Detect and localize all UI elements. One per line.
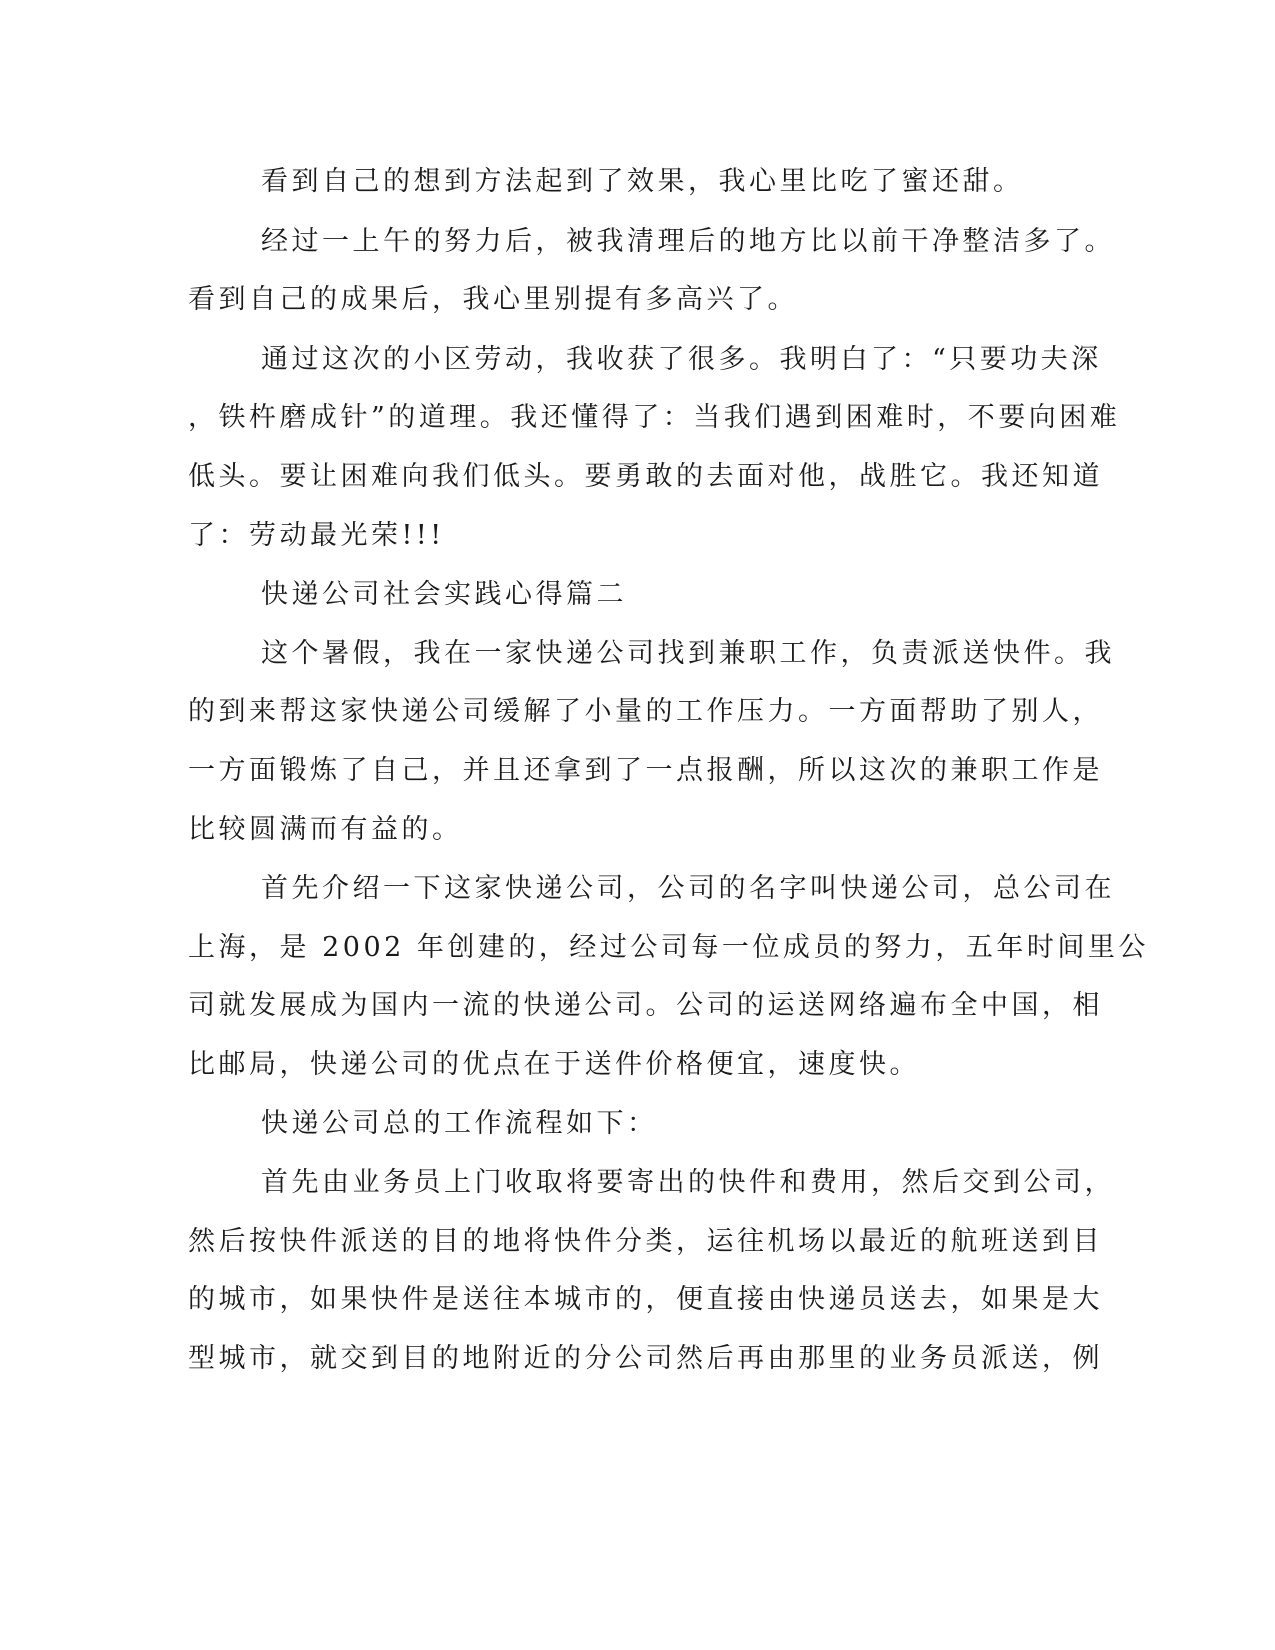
text-line: 然后按快件派送的目的地将快件分类，运往机场以最近的航班送到目 [188, 1226, 1103, 1257]
section-heading: 快递公司社会实践心得篇二 [261, 579, 627, 610]
text-line: 比邮局，快递公司的优点在于送件价格便宜，速度快。 [188, 1049, 920, 1080]
text-line: 上海，是 2002 年创建的，经过公司每一位成员的努力，五年时间里公 [188, 932, 1149, 963]
text-line: 了：劳动最光荣!!! [188, 520, 445, 551]
text-line: 司就发展成为国内一流的快递公司。公司的运送网络遍布全中国，相 [188, 990, 1103, 1021]
text-line: 比较圆满而有益的。 [188, 814, 463, 845]
text-line: 低头。要让困难向我们低头。要勇敢的去面对他，战胜它。我还知道 [188, 461, 1103, 492]
text-line: 型城市，就交到目的地附近的分公司然后再由那里的业务员派送，例 [188, 1343, 1103, 1374]
text-line: 首先由业务员上门收取将要寄出的快件和费用，然后交到公司， [261, 1167, 1115, 1198]
text-line: 看到自己的成果后，我心里别提有多高兴了。 [188, 284, 798, 315]
text-line: 通过这次的小区劳动，我收获了很多。我明白了：“只要功夫深 [261, 344, 1102, 375]
text-line: 这个暑假，我在一家快递公司找到兼职工作，负责派送快件。我 [261, 638, 1115, 669]
text-line: 的城市，如果快件是送往本城市的，便直接由快递员送去，如果是大 [188, 1284, 1103, 1315]
text-line: 经过一上午的努力后，被我清理后的地方比以前干净整洁多了。 [261, 226, 1115, 257]
text-line: 首先介绍一下这家快递公司，公司的名字叫快递公司，总公司在 [261, 873, 1115, 904]
text-line: 快递公司总的工作流程如下： [261, 1108, 658, 1139]
text-line: 看到自己的想到方法起到了效果，我心里比吃了蜜还甜。 [261, 166, 1024, 197]
text-line: 一方面锻炼了自己，并且还拿到了一点报酬，所以这次的兼职工作是 [188, 755, 1103, 786]
text-line: ，铁杵磨成针”的道理。我还懂得了：当我们遇到困难时，不要向困难 [188, 402, 1121, 433]
text-line: 的到来帮这家快递公司缓解了小量的工作压力。一方面帮助了别人， [188, 696, 1103, 727]
